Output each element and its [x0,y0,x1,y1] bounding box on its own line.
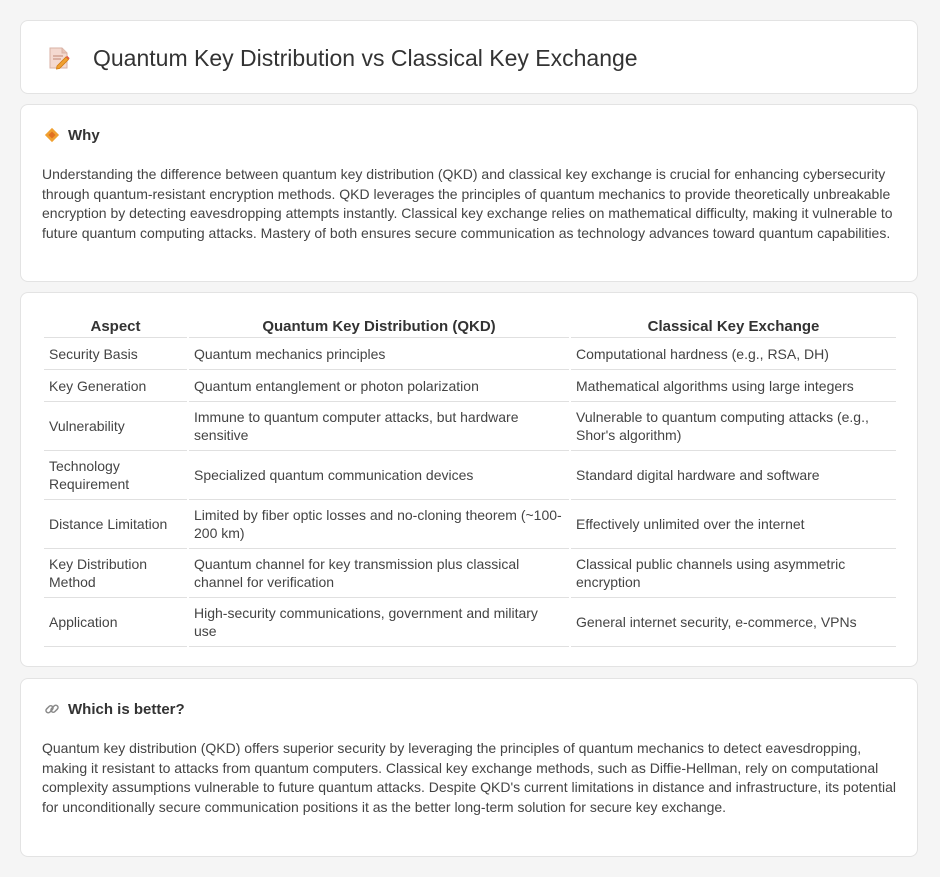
better-text: Quantum key distribution (QKD) offers superior security by leveraging the principles of quantum mechanics to detect eavesdropping, making it resistant to attacks from quantum computers. Classical key exchange methods, such as Diffie-Hellman, rely on computational complexity assumptions vulnerable to future quantum attacks. Despite QKD's current limitations in distance and infrastructure, its potential for unconditionally secure communication positions it as the better long-term solution for secure key exchange. [42,740,896,815]
table-row [44,500,896,549]
document-pencil-icon [45,44,73,72]
table-row [44,549,896,598]
cell-classical: Vulnerable to quantum computing attacks (e.g., Shor's algorithm) [571,402,896,451]
why-section [20,104,918,282]
cell-classical: General internet security, e-commerce, VPNs [571,598,896,647]
table-header-row [44,316,896,338]
cell-qkd: High-security communications, government and military use [189,598,569,647]
table-row [44,402,896,451]
comparison-table [42,316,898,647]
cell-aspect: Application [44,598,187,647]
cell-aspect: Key Distribution Method [44,549,187,598]
cell-qkd: Quantum entanglement or photon polarization [189,370,569,402]
header-classical: Classical Key Exchange [571,316,896,338]
which-better-section [20,678,918,857]
better-heading-row [43,700,185,718]
page-title: Quantum Key Distribution vs Classical Key Exchange [93,44,638,71]
comparison-section [20,292,918,667]
cell-classical: Mathematical algorithms using large integers [571,370,896,402]
cell-qkd: Immune to quantum computer attacks, but hardware sensitive [189,402,569,451]
title-row [45,21,638,95]
cell-classical: Computational hardness (e.g., RSA, DH) [571,338,896,370]
header-aspect: Aspect [44,316,187,338]
table-row [44,451,896,500]
cell-classical: Classical public channels using asymmetric encryption [571,549,896,598]
table-row [44,338,896,370]
table-row [44,598,896,647]
cell-qkd: Limited by fiber optic losses and no-cloning theorem (~100-200 km) [189,500,569,549]
cell-classical: Standard digital hardware and software [571,451,896,500]
diamond-icon [43,126,61,144]
cell-qkd: Quantum channel for key transmission plus classical channel for verification [189,549,569,598]
why-text: Understanding the difference between quantum key distribution (QKD) and classical key exchange is crucial for enhancing cybersecurity through quantum-resistant encryption methods. QKD leverages the principles of quantum mechanics to provide theoretically unbreakable encryption by detecting eavesdropping attempts instantly. Classical key exchange relies on mathematical difficulty, making it vulnerable to future quantum computing attacks. Mastery of both ensures secure communication as technology advances toward quantum capabilities. [42,166,893,241]
better-heading: Which is better? [68,700,185,718]
cell-qkd: Specialized quantum communication devices [189,451,569,500]
cell-aspect: Technology Requirement [44,451,187,500]
cell-qkd: Quantum mechanics principles [189,338,569,370]
link-icon [43,700,61,718]
header-qkd: Quantum Key Distribution (QKD) [189,316,569,338]
cell-aspect: Key Generation [44,370,187,402]
table-row [44,370,896,402]
why-heading-row [43,126,100,144]
cell-aspect: Vulnerability [44,402,187,451]
cell-aspect: Security Basis [44,338,187,370]
header-card [20,20,918,94]
why-heading: Why [68,126,100,144]
cell-aspect: Distance Limitation [44,500,187,549]
cell-classical: Effectively unlimited over the internet [571,500,896,549]
